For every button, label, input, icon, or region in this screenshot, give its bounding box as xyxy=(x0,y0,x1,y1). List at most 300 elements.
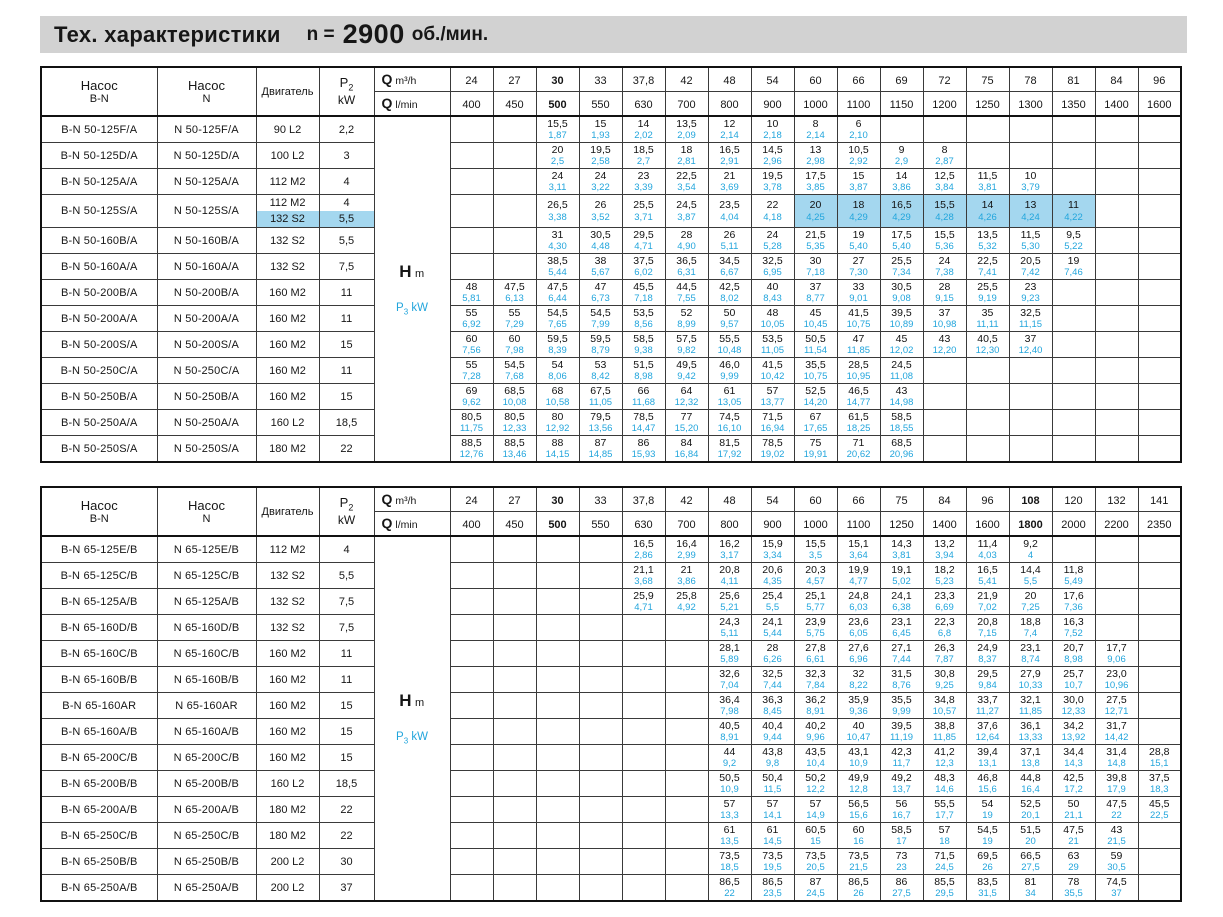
data-cell xyxy=(450,641,493,667)
data-cell xyxy=(794,169,837,195)
power-value: 35,5 xyxy=(1064,888,1083,900)
data-cell xyxy=(665,195,708,228)
data-cell xyxy=(1138,667,1181,693)
data-cell xyxy=(966,589,1009,615)
head-value: 30,0 xyxy=(1063,693,1084,706)
data-cell xyxy=(450,849,493,875)
head-value: 22,3 xyxy=(934,615,955,628)
data-cell xyxy=(493,306,536,332)
data-cell xyxy=(880,589,923,615)
pump-bn-name: B-N 50-200A/A xyxy=(41,306,157,332)
power-value: 11,85 xyxy=(1018,706,1043,718)
power-value: 9,8 xyxy=(765,758,780,770)
flow-value: 550 xyxy=(591,518,610,531)
data-cell xyxy=(837,849,880,875)
head-value: 53 xyxy=(594,358,607,371)
power-value: 7,28 xyxy=(462,371,481,383)
head-value: 43,5 xyxy=(805,745,826,758)
p2-line: 15 xyxy=(340,725,353,738)
flow-m3h-header xyxy=(794,487,837,512)
p2-line: 7,5 xyxy=(338,595,355,608)
p2-value xyxy=(319,875,374,902)
data-cell xyxy=(1095,228,1138,254)
p2-value xyxy=(319,641,374,667)
data-cell xyxy=(622,228,665,254)
power-value: 10,9 xyxy=(720,784,739,796)
data-cell xyxy=(751,384,794,410)
data-cell xyxy=(1009,254,1052,280)
power-value: 7,15 xyxy=(978,628,997,640)
head-value: 24 xyxy=(594,169,607,182)
p2-value xyxy=(319,589,374,615)
head-value: 15 xyxy=(594,117,607,130)
data-cell xyxy=(579,254,622,280)
data-cell xyxy=(450,306,493,332)
pump-bn-name: B-N 50-160A/A xyxy=(41,254,157,280)
power-value: 14,42 xyxy=(1104,732,1129,744)
head-value: 43,1 xyxy=(848,745,869,758)
power-value: 7,98 xyxy=(505,345,524,357)
data-cell xyxy=(622,306,665,332)
p2-line: 37 xyxy=(340,881,353,894)
pump-bn-name: B-N 50-125A/A xyxy=(41,169,157,195)
head-value: 27,5 xyxy=(1106,693,1127,706)
power-value: 13,92 xyxy=(1061,732,1086,744)
power-value: 16,94 xyxy=(760,423,785,435)
motor-column-header xyxy=(256,487,319,536)
data-cell xyxy=(751,332,794,358)
flow-lmin-header xyxy=(794,92,837,117)
data-cell xyxy=(536,693,579,719)
power-value: 8,98 xyxy=(634,371,653,383)
data-cell xyxy=(1095,615,1138,641)
power-value: 11,7 xyxy=(892,758,911,770)
head-value: 16,5 xyxy=(719,143,740,156)
head-value: 48 xyxy=(465,280,478,293)
head-value: 38 xyxy=(594,254,607,267)
data-cell xyxy=(880,169,923,195)
data-cell xyxy=(837,116,880,143)
motor-value xyxy=(256,589,319,615)
power-value: 3,84 xyxy=(935,182,954,194)
data-cell xyxy=(579,143,622,169)
head-value: 6 xyxy=(855,117,862,130)
pump-label: Насос xyxy=(188,497,225,513)
data-cell xyxy=(622,436,665,463)
head-value: 88,5 xyxy=(461,436,482,449)
head-value: 35 xyxy=(981,306,994,319)
motor-value xyxy=(256,228,319,254)
p2-value xyxy=(319,195,374,228)
table-row xyxy=(41,536,1181,563)
flow-m3h-header xyxy=(622,67,665,92)
power-value: 6,05 xyxy=(849,628,868,640)
power-value: 12,71 xyxy=(1104,706,1129,718)
p2-line: 4 xyxy=(343,175,350,188)
p2-value xyxy=(319,254,374,280)
power-value: 9,84 xyxy=(978,680,997,692)
data-cell xyxy=(1095,536,1138,563)
p2-line: 11 xyxy=(340,312,353,325)
flow-m3h-header xyxy=(493,67,536,92)
flow-value: 1350 xyxy=(1061,98,1086,111)
motor-line: 90 L2 xyxy=(273,123,302,136)
data-cell xyxy=(880,384,923,410)
head-value: 34,5 xyxy=(719,254,740,267)
flow-value: 66 xyxy=(852,494,865,507)
head-value: 88 xyxy=(551,436,564,449)
data-cell xyxy=(450,228,493,254)
head-value: 50,4 xyxy=(762,771,783,784)
power-value: 12,76 xyxy=(459,449,484,461)
flow-value: 27 xyxy=(508,74,521,87)
table-row xyxy=(41,116,1181,143)
data-cell xyxy=(665,332,708,358)
table-row xyxy=(41,849,1181,875)
flow-value: 48 xyxy=(723,494,736,507)
power-value: 2,86 xyxy=(634,550,653,562)
n-label: N xyxy=(202,92,211,105)
data-cell xyxy=(1138,693,1181,719)
flow-value: 1000 xyxy=(803,518,828,531)
flow-value: 72 xyxy=(938,74,951,87)
power-value: 21,5 xyxy=(849,862,868,874)
pump-n-name: N 50-250C/A xyxy=(157,358,256,384)
head-value: 16,5 xyxy=(977,563,998,576)
data-cell xyxy=(794,254,837,280)
data-cell xyxy=(1095,641,1138,667)
flow-m3h-header xyxy=(1052,487,1095,512)
head-value: 17,5 xyxy=(891,228,912,241)
data-cell xyxy=(837,410,880,436)
data-cell xyxy=(1009,563,1052,589)
head-value: 57 xyxy=(938,823,951,836)
flow-value: 1400 xyxy=(1104,98,1129,111)
data-cell xyxy=(1095,563,1138,589)
flow-m3h-header xyxy=(1095,67,1138,92)
power-value: 20,5 xyxy=(806,862,825,874)
flow-lmin-header xyxy=(450,92,493,117)
data-cell xyxy=(536,332,579,358)
data-cell xyxy=(794,693,837,719)
kw-label: kW xyxy=(337,93,356,108)
data-cell xyxy=(1052,410,1095,436)
data-cell xyxy=(837,280,880,306)
p2-line: 5,5 xyxy=(320,211,374,227)
data-cell xyxy=(1052,693,1095,719)
data-cell xyxy=(708,719,751,745)
data-cell xyxy=(665,563,708,589)
data-cell xyxy=(665,589,708,615)
p2-line: 11 xyxy=(340,673,353,686)
data-cell xyxy=(536,641,579,667)
data-cell xyxy=(966,169,1009,195)
table-row xyxy=(41,384,1181,410)
head-value: 23 xyxy=(1024,280,1037,293)
power-value: 11,11 xyxy=(976,319,999,331)
head-value: 57 xyxy=(723,797,736,810)
data-cell xyxy=(837,169,880,195)
power-value: 7,18 xyxy=(634,293,653,305)
flow-value: 96 xyxy=(981,494,994,507)
data-cell xyxy=(1095,719,1138,745)
head-value: 57 xyxy=(766,797,779,810)
power-value: 9,25 xyxy=(935,680,954,692)
head-value: 73,5 xyxy=(719,849,740,862)
head-value: 64 xyxy=(680,384,693,397)
data-cell xyxy=(966,641,1009,667)
head-value: 74,5 xyxy=(719,410,740,423)
motor-line: 160 M2 xyxy=(269,699,306,712)
head-value: 26 xyxy=(723,228,736,241)
power-value: 2,58 xyxy=(591,156,610,168)
power-value: 14,8 xyxy=(1107,758,1126,770)
power-value: 1,87 xyxy=(548,130,567,142)
power-value: 4,48 xyxy=(591,241,610,253)
head-value: 38,5 xyxy=(547,254,568,267)
pump-spec-table-65 xyxy=(40,486,1182,902)
table-row xyxy=(41,875,1181,902)
power-value: 5,41 xyxy=(978,576,997,588)
pump-bn-name: B-N 65-250B/B xyxy=(41,849,157,875)
head-value: 50 xyxy=(1067,797,1080,810)
head-value: 34,4 xyxy=(1063,745,1084,758)
data-cell xyxy=(923,195,966,228)
power-value: 8,56 xyxy=(634,319,653,331)
power-value: 4,35 xyxy=(763,576,782,588)
data-cell xyxy=(1009,116,1052,143)
power-value: 9,44 xyxy=(763,732,782,744)
data-cell xyxy=(450,536,493,563)
power-value: 8,22 xyxy=(849,680,868,692)
power-value: 12,2 xyxy=(806,784,825,796)
head-value: 13,2 xyxy=(934,537,955,550)
power-value: 14,3 xyxy=(1064,758,1083,770)
table-row xyxy=(41,719,1181,745)
data-cell xyxy=(1052,536,1095,563)
head-value: 12 xyxy=(723,117,736,130)
power-value: 21 xyxy=(1068,836,1079,848)
data-cell xyxy=(622,254,665,280)
head-value: 56,5 xyxy=(848,797,869,810)
head-value: 85,5 xyxy=(934,875,955,888)
data-cell xyxy=(966,875,1009,902)
power-value: 2,92 xyxy=(849,156,868,168)
motor-line: 160 M2 xyxy=(269,673,306,686)
head-value: 60 xyxy=(508,332,521,345)
data-cell xyxy=(1138,195,1181,228)
speed-label: n = xyxy=(306,23,335,45)
data-cell xyxy=(1009,410,1052,436)
flow-value: 1300 xyxy=(1018,98,1043,111)
head-value: 43 xyxy=(938,332,951,345)
power-value: 9,57 xyxy=(720,319,739,331)
flow-value: 800 xyxy=(720,518,739,531)
data-cell xyxy=(1095,280,1138,306)
head-value: 29,5 xyxy=(633,228,654,241)
power-value: 2,09 xyxy=(677,130,696,142)
data-cell xyxy=(1052,143,1095,169)
power-value: 6,96 xyxy=(849,654,868,666)
p2-line: 18,5 xyxy=(335,777,358,790)
flow-value: 24 xyxy=(465,74,478,87)
data-cell xyxy=(1009,143,1052,169)
power-value: 5,77 xyxy=(806,602,825,614)
pump-label: Насос xyxy=(80,77,118,93)
power-value: 18,5 xyxy=(720,862,739,874)
pump-n-name: N 65-250C/B xyxy=(157,823,256,849)
data-cell xyxy=(880,228,923,254)
flow-value: 700 xyxy=(677,98,696,111)
data-cell xyxy=(1052,563,1095,589)
head-value: 21,1 xyxy=(633,563,654,576)
data-cell xyxy=(665,358,708,384)
head-value: 18 xyxy=(680,143,693,156)
data-cell xyxy=(1009,228,1052,254)
data-cell xyxy=(1095,771,1138,797)
flow-value: 42 xyxy=(680,74,693,87)
data-cell xyxy=(1095,169,1138,195)
power-value: 10,7 xyxy=(1064,680,1083,692)
power-value: 10,95 xyxy=(846,371,871,383)
motor-line: 132 S2 xyxy=(270,595,305,608)
data-cell xyxy=(708,410,751,436)
head-value: 61 xyxy=(723,384,736,397)
table-row xyxy=(41,589,1181,615)
q-lmin-header xyxy=(374,92,450,117)
data-cell xyxy=(622,667,665,693)
flow-value: 66 xyxy=(852,74,865,87)
power-value: 4,29 xyxy=(892,211,911,223)
data-cell xyxy=(450,771,493,797)
p2-label: $P_2$ xyxy=(339,74,354,93)
head-value: 54,5 xyxy=(504,358,525,371)
data-cell xyxy=(751,719,794,745)
head-value: 54,5 xyxy=(977,823,998,836)
head-value: 78,5 xyxy=(762,436,783,449)
table-row xyxy=(41,563,1181,589)
power-value: 31,5 xyxy=(978,888,997,900)
head-value: 81,5 xyxy=(719,436,740,449)
head-value: 13,5 xyxy=(676,117,697,130)
head-value: 46,8 xyxy=(977,771,998,784)
flow-lmin-header xyxy=(1095,512,1138,537)
flow-m3h-header xyxy=(579,67,622,92)
power-value: 12,33 xyxy=(1061,706,1086,718)
head-value: 18,2 xyxy=(934,563,955,576)
data-cell xyxy=(579,849,622,875)
head-value: 80,5 xyxy=(504,410,525,423)
data-cell xyxy=(493,563,536,589)
data-cell xyxy=(837,771,880,797)
pump-bn-name: B-N 65-160B/B xyxy=(41,667,157,693)
table-row xyxy=(41,306,1181,332)
data-cell xyxy=(450,436,493,463)
p2-line: 7,5 xyxy=(338,260,355,273)
head-value: 35,9 xyxy=(848,693,869,706)
data-cell xyxy=(1095,254,1138,280)
q-m3h-header xyxy=(374,487,450,512)
data-cell xyxy=(622,641,665,667)
pump-bn-name: B-N 50-250A/A xyxy=(41,410,157,436)
data-cell xyxy=(794,436,837,463)
p2-line: 22 xyxy=(340,829,353,842)
head-value: 8 xyxy=(941,143,948,156)
pump-bn-name: B-N 50-250C/A xyxy=(41,358,157,384)
head-value: 32,5 xyxy=(1020,306,1041,319)
data-cell xyxy=(880,536,923,563)
power-value: 6,13 xyxy=(505,293,524,305)
motor-value xyxy=(256,306,319,332)
data-cell xyxy=(751,169,794,195)
pump-n-name: N 65-160B/B xyxy=(157,667,256,693)
head-value: 67 xyxy=(809,410,822,423)
q-symbol: Q xyxy=(381,94,393,111)
data-cell xyxy=(751,143,794,169)
table-row xyxy=(41,797,1181,823)
head-value: 25,7 xyxy=(1063,667,1084,680)
data-cell xyxy=(536,195,579,228)
power-value: 8,02 xyxy=(720,293,739,305)
data-cell xyxy=(708,615,751,641)
data-cell xyxy=(536,615,579,641)
flow-lmin-header xyxy=(493,512,536,537)
table-row xyxy=(41,693,1181,719)
pump-table-65-section xyxy=(40,486,1182,902)
head-value: 28,5 xyxy=(848,358,869,371)
head-value: 69 xyxy=(465,384,478,397)
data-cell xyxy=(493,228,536,254)
data-cell xyxy=(923,254,966,280)
p2-value xyxy=(319,667,374,693)
head-value: 52,5 xyxy=(1020,797,1041,810)
head-value: 86,5 xyxy=(762,875,783,888)
data-cell xyxy=(923,169,966,195)
power-value: 10,75 xyxy=(846,319,871,331)
data-cell xyxy=(751,306,794,332)
power-value: 4,92 xyxy=(677,602,696,614)
head-value: 24,1 xyxy=(762,615,783,628)
data-cell xyxy=(794,719,837,745)
data-cell xyxy=(708,169,751,195)
data-cell xyxy=(837,228,880,254)
power-value: 29 xyxy=(1068,862,1079,874)
data-cell xyxy=(1095,195,1138,228)
p2-value xyxy=(319,797,374,823)
motor-value xyxy=(256,116,319,143)
data-cell xyxy=(493,771,536,797)
data-cell xyxy=(579,195,622,228)
motor-value xyxy=(256,563,319,589)
data-cell xyxy=(837,667,880,693)
data-cell xyxy=(708,745,751,771)
power-value: 7,55 xyxy=(677,293,696,305)
data-cell xyxy=(579,797,622,823)
power-value: 11,15 xyxy=(1018,319,1043,331)
data-cell xyxy=(579,332,622,358)
data-cell xyxy=(665,615,708,641)
pump-n-name: N 50-200S/A xyxy=(157,332,256,358)
head-value: 23,5 xyxy=(719,199,740,212)
power-value: 6,92 xyxy=(462,319,481,331)
data-cell xyxy=(1138,384,1181,410)
head-value: 25,5 xyxy=(977,280,998,293)
power-value: 13,77 xyxy=(760,397,785,409)
power-value: 3,68 xyxy=(634,576,653,588)
power-value: 9,2 xyxy=(722,758,737,770)
power-value: 15,20 xyxy=(674,423,699,435)
power-value: 22,5 xyxy=(1150,810,1169,822)
